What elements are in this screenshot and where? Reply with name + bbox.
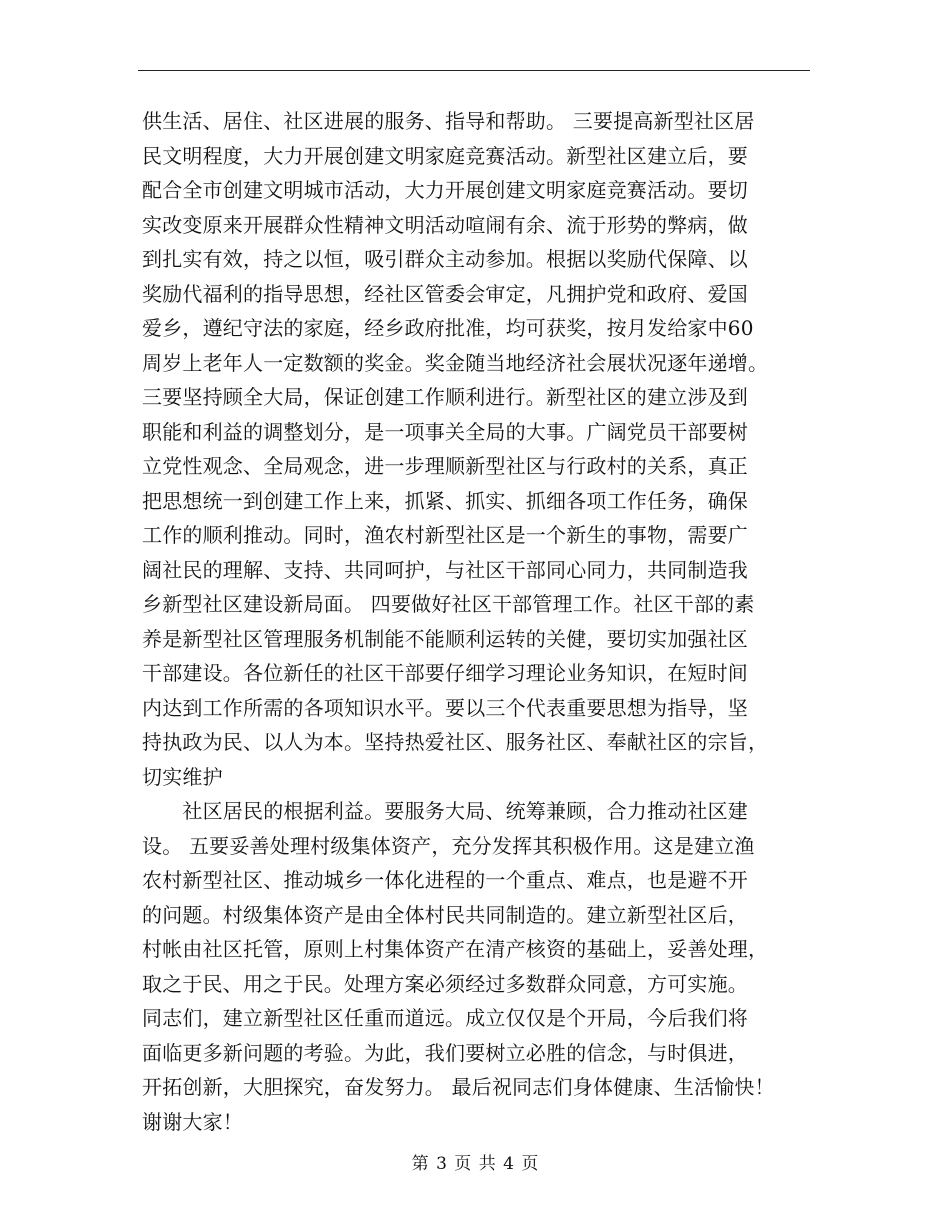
text-line: 社区居民的根据利益。要服务大局、统筹兼顾，合力推动社区建 [142,799,748,823]
text-line: 持执政为民、以人为本。坚持热爱社区、服务社区、奉献社区的宗旨， [142,730,769,754]
text-line: 取之于民、用之于民。处理方案必须经过多数群众同意，方可实施。 [142,971,748,996]
text-line: 周岁上老年人一定数额的奖金。奖金随当地经济社会展状况逐年递增。 [142,350,769,375]
text-line: 的问题。村级集体资产是由全体村民共同制造的。建立新型社区后， [142,902,748,927]
text-line: 村帐由社区托管，原则上村集体资产在清产核资的基础上，妥善处理， [142,937,769,961]
text-line: 同志们，建立新型社区任重而道远。成立仅仅是个开局，今后我们将 [142,1006,748,1030]
text-line: 农村新型社区、推动城乡一体化进程的一个重点、难点，也是避不开 [142,868,748,892]
header-rule [138,70,810,71]
text-line: 奖励代福利的指导思想，经社区管委会审定，凡拥护党和政府、爱国 [142,281,748,306]
text-line: 谢谢大家！ [142,1109,243,1134]
text-line: 阔社民的理解、支持、共同呵护，与社区干部同心同力，共同制造我 [142,557,748,582]
text-line: 三要坚持顾全大局，保证创建工作顺利进行。新型社区的建立涉及到 [142,385,748,409]
text-line: 面临更多新问题的考验。为此，我们要树立必胜的信念，与时俱进， [142,1040,748,1065]
text-line: 把思想统一到创建工作上来，抓紧、抓实、抓细各项工作任务，确保 [142,488,748,513]
text-line: 开拓创新，大胆探究，奋发努力。 最后祝同志们身体健康、生活愉快！ [142,1075,775,1099]
text-line: 配合全市创建文明城市活动，大力开展创建文明家庭竞赛活动。要切 [142,178,748,202]
text-line: 内达到工作所需的各项知识水平。要以三个代表重要思想为指导，坚 [142,695,748,720]
page-number: 第 3 页 共 4 页 [411,1154,539,1174]
body-text [142,104,822,1139]
text-line: 乡新型社区建设新局面。 四要做好社区干部管理工作。社区干部的素 [142,592,755,616]
text-line: 切实维护 [142,764,223,789]
text-line: 干部建设。各位新任的社区干部要仔细学习理论业务知识，在短时间 [142,661,748,685]
text-line: 工作的顺利推动。同时，渔农村新型社区是一个新生的事物，需要广 [142,523,748,547]
text-line: 设。 五要妥善处理村级集体资产，充分发挥其积极作用。这是建立渔 [142,833,755,858]
text-line: 爱乡，遵纪守法的家庭，经乡政府批准，均可获奖，按月发给家中60 [142,316,754,340]
text-line: 职能和利益的调整划分，是一项事关全局的大事。广阔党员干部要树 [142,419,748,444]
text-line: 民文明程度，大力开展创建文明家庭竞赛活动。新型社区建立后，要 [142,143,748,168]
text-line: 实改变原来开展群众性精神文明活动喧闹有余、流于形势的弊病，做 [142,212,748,237]
text-line: 养是新型社区管理服务机制能不能顺利运转的关健，要切实加强社区 [142,626,748,651]
text-line: 供生活、居住、社区进展的服务、指导和帮助。 三要提高新型社区居 [142,109,755,133]
text-line: 立党性观念、全局观念，进一步理顺新型社区与行政村的关系，真正 [142,454,748,478]
text-line: 到扎实有效，持之以恒，吸引群众主动参加。根据以奖励代保障、以 [142,247,748,271]
